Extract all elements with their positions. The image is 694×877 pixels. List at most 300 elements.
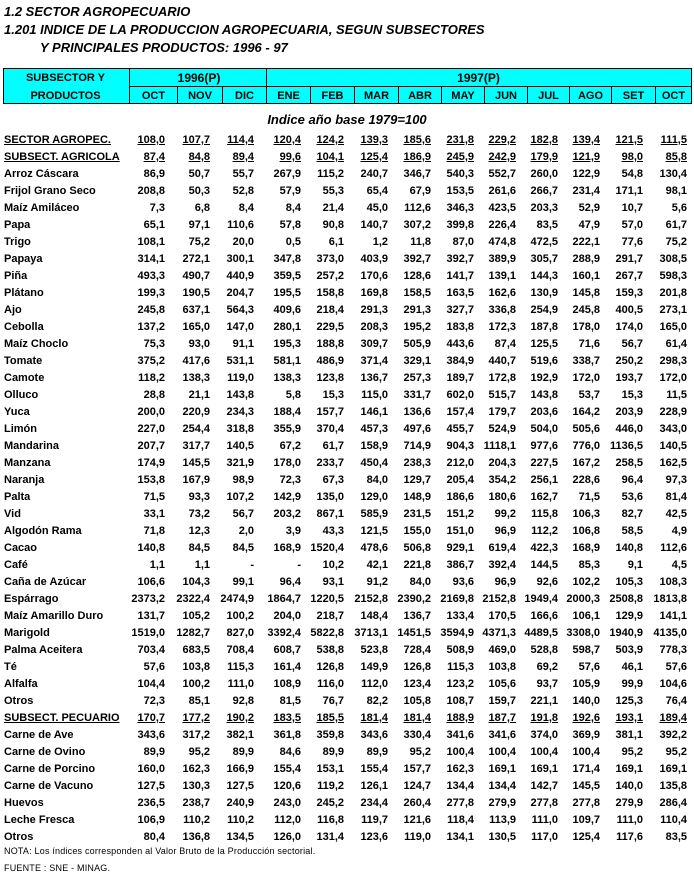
row-value: 171,4 [572, 763, 600, 775]
row-value: 355,9 [273, 423, 301, 435]
row-value: 169,1 [530, 763, 558, 775]
row-value: 1118,1 [483, 440, 516, 452]
row-value: 92,6 [536, 576, 558, 588]
row-value: 84,6 [279, 746, 301, 758]
row-value: 93,1 [322, 576, 344, 588]
row-value: 218,7 [316, 610, 344, 622]
row-value: 117,6 [616, 831, 643, 843]
row-value: 2000,3 [566, 593, 600, 605]
row-value: 100,4 [488, 746, 516, 758]
row-value: 329,1 [403, 355, 431, 367]
row-value: 55,7 [232, 168, 254, 180]
row-value: 314,1 [137, 253, 165, 265]
row-value: 423,5 [488, 202, 516, 214]
header-month: ABR [408, 90, 432, 102]
row-value: 135,8 [659, 780, 687, 792]
table-row [4, 812, 692, 829]
row-value: 85,8 [665, 151, 687, 163]
row-value: 189,7 [446, 372, 474, 384]
row-value: 84,5 [232, 542, 254, 554]
row-value: 343,6 [137, 729, 165, 741]
row-value: 95,2 [409, 746, 431, 758]
row-label: Té [4, 661, 17, 673]
table-row [4, 625, 692, 642]
row-value: 204,7 [226, 287, 254, 299]
row-value: 336,8 [488, 304, 516, 316]
table-row [4, 727, 692, 744]
row-value: 134,1 [446, 831, 474, 843]
row-value: 341,6 [488, 729, 516, 741]
row-value: 231,8 [446, 134, 474, 146]
row-label: Olluco [4, 389, 39, 401]
row-value: 33,1 [143, 508, 165, 520]
row-value: 142,9 [273, 491, 301, 503]
header-month: MAY [451, 90, 475, 102]
row-value: 2152,8 [354, 593, 388, 605]
row-value: 2,0 [238, 525, 254, 537]
row-label: Alfalfa [4, 678, 38, 690]
row-value: 279,9 [488, 797, 516, 809]
row-value: 82,2 [366, 695, 388, 707]
row-value: 72,3 [143, 695, 165, 707]
row-value: 140,5 [226, 440, 254, 452]
row-value: 183,8 [446, 321, 474, 333]
row-label: Algodón Rama [4, 525, 82, 537]
row-value: 55,3 [322, 185, 344, 197]
row-value: 228,6 [572, 474, 600, 486]
row-value: 486,9 [316, 355, 344, 367]
row-value: 85,1 [188, 695, 210, 707]
row-label: Vid [4, 508, 21, 520]
row-value: 21,1 [188, 389, 210, 401]
row-value: 400,5 [615, 304, 643, 316]
row-value: 234,4 [360, 797, 388, 809]
row-label: Naranja [4, 474, 45, 486]
row-value: 155,0 [403, 525, 431, 537]
row-value: 195,2 [403, 321, 431, 333]
row-value: 125,5 [530, 338, 558, 350]
row-value: 84,0 [409, 576, 431, 588]
row-value: 159,7 [488, 695, 516, 707]
row-value: 146,1 [360, 406, 388, 418]
row-value: 82,7 [621, 508, 643, 520]
row-value: 8,4 [285, 202, 301, 214]
row-value: 140,8 [615, 542, 643, 554]
row-value: 89,4 [232, 151, 254, 163]
row-value: 273,1 [659, 304, 687, 316]
row-value: 151,2 [446, 508, 474, 520]
row-value: 305,7 [530, 253, 558, 265]
row-value: 1,1 [149, 559, 165, 571]
row-value: 266,7 [530, 185, 558, 197]
row-value: 242,9 [488, 151, 516, 163]
row-value: 608,7 [273, 644, 301, 656]
table-row [4, 591, 692, 608]
header-month: AGO [577, 90, 604, 102]
row-value: 212,0 [446, 457, 474, 469]
row-value: 151,0 [446, 525, 474, 537]
row-value: 220,9 [182, 406, 210, 418]
row-value: 46,1 [621, 661, 643, 673]
row-value: 474,8 [488, 236, 516, 248]
row-value: 67,2 [279, 440, 301, 452]
base-year-subtitle: Indice año base 1979=100 [267, 112, 427, 127]
row-value: 317,2 [182, 729, 210, 741]
row-value: 117,0 [531, 831, 558, 843]
row-value: 80,4 [143, 831, 165, 843]
row-value: 111,0 [227, 678, 254, 690]
row-value: 193,1 [615, 712, 643, 724]
row-value: 109,7 [572, 814, 600, 826]
row-value: 4,9 [671, 525, 687, 537]
table-title: 1.201 INDICE DE LA PRODUCCION AGROPECUARIA, SEGUN SUBSECTORES [4, 22, 485, 37]
table-row [4, 336, 692, 353]
row-value: 2169,8 [440, 593, 474, 605]
row-value: 3594,9 [440, 627, 474, 639]
row-value: 257,2 [316, 270, 344, 282]
header-divider [527, 86, 528, 103]
row-value: 115,3 [447, 661, 474, 673]
row-value: 1864,7 [267, 593, 301, 605]
row-value: 245,2 [316, 797, 344, 809]
row-value: 69,2 [536, 661, 558, 673]
row-value: 450,4 [360, 457, 388, 469]
row-value: 703,4 [137, 644, 165, 656]
row-value: 778,3 [659, 644, 687, 656]
row-value: 136,8 [182, 831, 210, 843]
row-value: 130,4 [659, 168, 687, 180]
row-value: 104,3 [182, 576, 210, 588]
row-value: 245,8 [572, 304, 600, 316]
row-value: 140,0 [615, 780, 643, 792]
row-value: 147,0 [226, 321, 254, 333]
row-value: 93,6 [452, 576, 474, 588]
row-value: 199,3 [137, 287, 165, 299]
row-value: 5822,8 [310, 627, 344, 639]
row-value: 135,0 [316, 491, 344, 503]
row-value: 61,7 [322, 440, 344, 452]
row-value: 277,8 [530, 797, 558, 809]
row-value: 84,0 [366, 474, 388, 486]
row-value: 106,1 [572, 610, 600, 622]
row-value: 300,1 [226, 253, 254, 265]
row-label: Carne de Porcino [4, 763, 96, 775]
table-row [4, 523, 692, 540]
row-value: 121,5 [615, 134, 643, 146]
row-value: 221,8 [403, 559, 431, 571]
row-value: 97,1 [188, 219, 210, 231]
row-value: 188,4 [273, 406, 301, 418]
row-value: 0,5 [285, 236, 301, 248]
row-label: SUBSECT. AGRICOLA [4, 151, 120, 163]
row-value: 187,8 [530, 321, 558, 333]
row-value: 169,1 [615, 763, 643, 775]
row-value: 134,4 [488, 780, 516, 792]
row-value: 143,8 [530, 389, 558, 401]
row-value: 140,5 [659, 440, 687, 452]
row-value: 65,4 [366, 185, 388, 197]
table-row [4, 183, 692, 200]
row-value: 56,7 [621, 338, 643, 350]
row-value: 260,4 [403, 797, 431, 809]
row-label: Limón [4, 423, 37, 435]
row-value: 138,3 [182, 372, 210, 384]
row-value: 163,5 [446, 287, 474, 299]
row-value: 298,3 [659, 355, 687, 367]
row-value: 354,2 [488, 474, 516, 486]
row-value: 280,1 [273, 321, 301, 333]
row-value: 111,5 [660, 134, 687, 146]
table-row [4, 438, 692, 455]
row-value: 245,8 [137, 304, 165, 316]
row-value: 169,1 [659, 763, 687, 775]
row-value: 104,1 [316, 151, 344, 163]
row-value: - [297, 559, 301, 571]
row-value: 369,9 [572, 729, 600, 741]
row-value: 131,4 [316, 831, 344, 843]
header-divider [398, 86, 399, 103]
row-value: 140,8 [137, 542, 165, 554]
row-value: 75,2 [188, 236, 210, 248]
row-value: 171,1 [615, 185, 643, 197]
row-value: 128,6 [403, 270, 431, 282]
table-row [4, 455, 692, 472]
row-value: 929,1 [446, 542, 474, 554]
row-label: Ajo [4, 304, 22, 316]
row-value: 602,0 [446, 389, 474, 401]
row-value: 867,1 [316, 508, 344, 520]
row-value: 157,4 [446, 406, 474, 418]
row-value: 52,9 [578, 202, 600, 214]
row-value: 399,8 [446, 219, 474, 231]
row-value: 118,2 [138, 372, 165, 384]
row-value: 126,1 [360, 780, 388, 792]
table-row [4, 744, 692, 761]
row-value: 4371,3 [482, 627, 516, 639]
header-month: ENE [277, 90, 300, 102]
row-value: 6,8 [194, 202, 210, 214]
row-value: 99,9 [621, 678, 643, 690]
row-value: 145,5 [572, 780, 600, 792]
row-value: 100,2 [226, 610, 254, 622]
row-value: 192,9 [530, 372, 558, 384]
row-value: 144,5 [530, 559, 558, 571]
row-value: 221,1 [530, 695, 558, 707]
row-value: 186,9 [403, 151, 431, 163]
row-value: 87,0 [452, 236, 474, 248]
row-value: 98,0 [621, 151, 643, 163]
row-value: 158,8 [316, 287, 344, 299]
row-value: 140,7 [360, 219, 388, 231]
row-value: 56,7 [232, 508, 254, 520]
header-label-subsector: SUBSECTOR Y [25, 72, 106, 84]
row-value: 108,7 [446, 695, 474, 707]
row-value: 180,6 [488, 491, 516, 503]
table-row [4, 829, 692, 846]
row-value: 178,0 [572, 321, 600, 333]
row-value: 28,8 [143, 389, 165, 401]
row-label: Papa [4, 219, 31, 231]
row-value: 422,3 [530, 542, 558, 554]
header-month: JUN [494, 90, 517, 102]
row-value: 619,4 [488, 542, 516, 554]
row-value: 61,4 [665, 338, 687, 350]
row-value: 133,4 [446, 610, 474, 622]
row-value: 307,2 [403, 219, 431, 231]
row-value: 683,5 [182, 644, 210, 656]
row-value: 361,8 [273, 729, 301, 741]
row-value: 87,4 [494, 338, 516, 350]
row-value: 8,4 [238, 202, 254, 214]
row-value: 104,4 [137, 678, 165, 690]
row-value: 108,3 [659, 576, 687, 588]
row-value: 381,1 [615, 729, 643, 741]
header-divider [655, 86, 656, 103]
row-value: 162,6 [488, 287, 516, 299]
row-value: 519,6 [530, 355, 558, 367]
row-value: 164,2 [572, 406, 600, 418]
table-row [4, 608, 692, 625]
row-value: 110,6 [227, 219, 254, 231]
header-year-underline [130, 86, 691, 87]
row-value: 20,0 [232, 236, 254, 248]
row-value: 286,4 [659, 797, 687, 809]
row-value: 827,0 [226, 627, 254, 639]
row-value: 169,8 [360, 287, 388, 299]
table-row [4, 540, 692, 557]
row-value: 99,2 [494, 508, 516, 520]
row-value: 115,8 [531, 508, 558, 520]
row-value: 105,9 [572, 678, 600, 690]
row-value: 140,0 [572, 695, 600, 707]
row-value: 116,0 [317, 678, 344, 690]
row-value: 503,9 [615, 644, 643, 656]
header-divider [354, 86, 355, 103]
row-value: 523,8 [360, 644, 388, 656]
row-value: 506,8 [403, 542, 431, 554]
row-value: 105,8 [403, 695, 431, 707]
row-value: 585,9 [360, 508, 388, 520]
header-month: NOV [188, 90, 212, 102]
row-value: 179,7 [488, 406, 516, 418]
row-value: 165,0 [659, 321, 687, 333]
row-value: 392,7 [403, 253, 431, 265]
row-value: 86,9 [143, 168, 165, 180]
row-value: 317,7 [182, 440, 210, 452]
row-value: 87,4 [143, 151, 165, 163]
row-value: 21,4 [322, 202, 344, 214]
row-value: 123,4 [403, 678, 431, 690]
row-value: 118,4 [447, 814, 474, 826]
row-value: 134,5 [226, 831, 254, 843]
row-value: 172,8 [488, 372, 516, 384]
row-value: 359,5 [273, 270, 301, 282]
row-label: Marigold [4, 627, 50, 639]
row-value: 112,0 [361, 678, 388, 690]
row-value: 531,1 [226, 355, 254, 367]
row-value: 2152,8 [482, 593, 516, 605]
row-value: 125,4 [360, 151, 388, 163]
table-row [4, 557, 692, 574]
table-row [4, 200, 692, 217]
row-value: 122,9 [572, 168, 600, 180]
row-label: SUBSECT. PECUARIO [4, 712, 120, 724]
table-row [4, 387, 692, 404]
header-month: OCT [661, 90, 686, 102]
row-value: 138,3 [273, 372, 301, 384]
row-value: 9,1 [627, 559, 643, 571]
row-value: 96,9 [494, 576, 516, 588]
header-month: JUL [538, 90, 559, 102]
row-value: 43,3 [322, 525, 344, 537]
row-value: 172,0 [572, 372, 600, 384]
row-value: 89,9 [366, 746, 388, 758]
row-label: Palma Aceitera [4, 644, 83, 656]
row-value: 493,3 [137, 270, 165, 282]
table-row [4, 302, 692, 319]
row-value: 93,3 [188, 491, 210, 503]
row-value: 96,9 [494, 525, 516, 537]
row-value: 107,7 [182, 134, 210, 146]
table-row [4, 421, 692, 438]
row-value: 153,8 [137, 474, 165, 486]
row-value: 191,8 [530, 712, 558, 724]
row-value: 238,7 [182, 797, 210, 809]
row-value: 234,3 [226, 406, 254, 418]
row-value: 564,3 [226, 304, 254, 316]
row-value: 149,9 [360, 661, 388, 673]
row-value: 155,4 [273, 763, 301, 775]
row-value: 581,1 [273, 355, 301, 367]
row-value: 42,5 [665, 508, 687, 520]
row-value: 61,7 [665, 219, 687, 231]
row-value: 359,8 [316, 729, 344, 741]
row-value: 261,6 [488, 185, 516, 197]
row-label: Trigo [4, 236, 31, 248]
row-value: 153,1 [316, 763, 344, 775]
row-value: 95,2 [621, 746, 643, 758]
row-value: 126,0 [273, 831, 301, 843]
row-value: 327,7 [446, 304, 474, 316]
row-value: 10,2 [322, 559, 344, 571]
footnote-fuente: FUENTE : SNE - MINAG. [4, 863, 111, 873]
header-month: MAR [363, 90, 390, 102]
row-value: 417,6 [182, 355, 210, 367]
row-value: 124,7 [403, 780, 431, 792]
row-value: 123,6 [360, 831, 388, 843]
row-value: 71,5 [578, 491, 600, 503]
row-value: 321,9 [226, 457, 254, 469]
row-value: 218,4 [316, 304, 344, 316]
row-value: 108,1 [137, 236, 165, 248]
row-value: 505,9 [403, 338, 431, 350]
row-value: 540,3 [446, 168, 474, 180]
row-value: 203,9 [615, 406, 643, 418]
table-row [4, 285, 692, 302]
row-value: 105,3 [615, 576, 643, 588]
row-value: 190,2 [226, 712, 254, 724]
row-value: 144,3 [530, 270, 558, 282]
row-value: 370,4 [316, 423, 344, 435]
row-value: 1136,5 [609, 440, 643, 452]
row-value: 126,8 [403, 661, 431, 673]
row-value: 392,7 [446, 253, 474, 265]
row-value: 207,7 [137, 440, 165, 452]
header-divider [484, 86, 485, 103]
row-value: 112,2 [531, 525, 558, 537]
table-row [4, 319, 692, 336]
header-month: OCT [141, 90, 166, 102]
